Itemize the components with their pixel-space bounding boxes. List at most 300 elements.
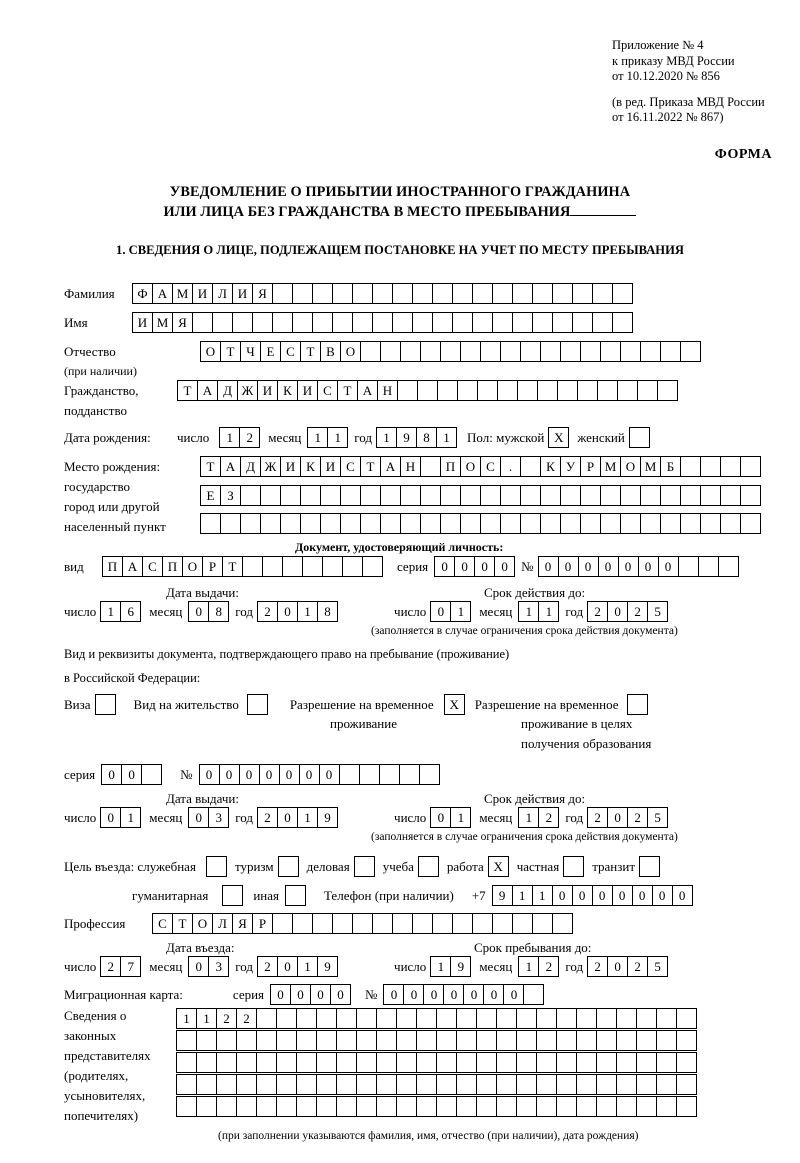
cell[interactable] xyxy=(592,283,613,304)
cell[interactable] xyxy=(680,456,701,477)
cell[interactable]: 0 xyxy=(188,601,209,622)
cell[interactable] xyxy=(196,1074,217,1095)
cell[interactable] xyxy=(600,485,621,506)
cell[interactable]: 0 xyxy=(607,956,628,977)
cell[interactable]: 0 xyxy=(632,885,653,906)
cell[interactable] xyxy=(397,380,418,401)
cell[interactable]: 0 xyxy=(598,556,619,577)
cell[interactable]: С xyxy=(152,913,173,934)
cell[interactable] xyxy=(500,341,521,362)
cell[interactable] xyxy=(637,380,658,401)
cell[interactable] xyxy=(516,1030,537,1051)
cell[interactable]: 0 xyxy=(503,984,524,1005)
cell[interactable] xyxy=(698,556,719,577)
cell[interactable] xyxy=(316,1030,337,1051)
cell[interactable] xyxy=(496,1096,517,1117)
cell[interactable]: 0 xyxy=(612,885,633,906)
permit-valid-month-input[interactable] xyxy=(518,807,559,828)
cell[interactable]: С xyxy=(480,456,501,477)
cell[interactable] xyxy=(412,913,433,934)
cell[interactable] xyxy=(512,913,533,934)
cell[interactable] xyxy=(292,913,313,934)
cell[interactable]: И xyxy=(232,283,253,304)
cell[interactable]: 1 xyxy=(297,601,318,622)
cell[interactable]: 0 xyxy=(277,956,298,977)
cell[interactable]: 0 xyxy=(270,984,291,1005)
doc-valid-month-input[interactable] xyxy=(518,601,559,622)
cell[interactable]: И xyxy=(297,380,318,401)
cell[interactable]: 2 xyxy=(627,601,648,622)
cell[interactable]: 0 xyxy=(463,984,484,1005)
cell[interactable]: 1 xyxy=(120,807,141,828)
cell[interactable] xyxy=(232,312,253,333)
cell[interactable]: Л xyxy=(212,913,233,934)
cell[interactable]: 2 xyxy=(538,956,559,977)
cell[interactable]: Т xyxy=(300,341,321,362)
cell[interactable] xyxy=(718,556,739,577)
cell[interactable]: 8 xyxy=(317,601,338,622)
cell[interactable] xyxy=(540,341,561,362)
cell[interactable]: 0 xyxy=(552,885,573,906)
cell[interactable] xyxy=(456,1008,477,1029)
cell[interactable] xyxy=(296,1030,317,1051)
cell[interactable]: 0 xyxy=(592,885,613,906)
cell[interactable] xyxy=(400,513,421,534)
cell[interactable] xyxy=(396,1008,417,1029)
cell[interactable] xyxy=(520,456,541,477)
cell[interactable] xyxy=(580,485,601,506)
cell[interactable] xyxy=(476,1074,497,1095)
permit-issue-year-input[interactable] xyxy=(257,807,338,828)
cell[interactable] xyxy=(336,1074,357,1095)
cell[interactable]: 1 xyxy=(376,427,397,448)
cell[interactable] xyxy=(372,312,393,333)
cell[interactable] xyxy=(352,913,373,934)
cell[interactable] xyxy=(536,1074,557,1095)
cell[interactable]: 0 xyxy=(199,764,220,785)
migration-number-input[interactable] xyxy=(383,984,544,1005)
cell[interactable]: 9 xyxy=(492,885,513,906)
cell[interactable] xyxy=(496,1008,517,1029)
cell[interactable] xyxy=(416,1074,437,1095)
cell[interactable] xyxy=(362,556,383,577)
cell[interactable] xyxy=(476,1030,497,1051)
cell[interactable] xyxy=(556,1052,577,1073)
cell[interactable] xyxy=(440,485,461,506)
phone-input[interactable] xyxy=(492,885,693,906)
cell[interactable] xyxy=(400,341,421,362)
cell[interactable] xyxy=(336,1008,357,1029)
cell[interactable]: 0 xyxy=(607,601,628,622)
cell[interactable] xyxy=(376,1008,397,1029)
cell[interactable] xyxy=(396,1030,417,1051)
cell[interactable]: А xyxy=(380,456,401,477)
cell[interactable] xyxy=(380,341,401,362)
cell[interactable]: 0 xyxy=(443,984,464,1005)
legal-rep-input-line-3[interactable] xyxy=(176,1052,697,1073)
cell[interactable] xyxy=(497,380,518,401)
cell[interactable] xyxy=(540,485,561,506)
cell[interactable] xyxy=(492,312,513,333)
cell[interactable] xyxy=(420,341,441,362)
cell[interactable]: З xyxy=(220,485,241,506)
cell[interactable] xyxy=(512,312,533,333)
cell[interactable]: . xyxy=(500,456,521,477)
cell[interactable] xyxy=(436,1052,457,1073)
birthplace-input-line-2[interactable] xyxy=(200,485,761,506)
cell[interactable] xyxy=(456,1052,477,1073)
cell[interactable] xyxy=(392,312,413,333)
cell[interactable] xyxy=(420,513,441,534)
cell[interactable] xyxy=(252,312,273,333)
cell[interactable] xyxy=(420,485,441,506)
cell[interactable] xyxy=(516,1074,537,1095)
permit-series-input[interactable] xyxy=(101,764,162,785)
cell[interactable] xyxy=(536,1052,557,1073)
cell[interactable] xyxy=(720,513,741,534)
cell[interactable]: И xyxy=(132,312,153,333)
cell[interactable] xyxy=(452,312,473,333)
cell[interactable]: А xyxy=(152,283,173,304)
cell[interactable]: К xyxy=(277,380,298,401)
cell[interactable] xyxy=(416,1052,437,1073)
cell[interactable] xyxy=(477,380,498,401)
migration-series-input[interactable] xyxy=(270,984,351,1005)
cell[interactable] xyxy=(336,1052,357,1073)
cell[interactable]: 0 xyxy=(277,807,298,828)
cell[interactable] xyxy=(560,485,581,506)
cell[interactable]: Л xyxy=(212,283,233,304)
stay-day-input[interactable] xyxy=(430,956,471,977)
cell[interactable]: 0 xyxy=(100,807,121,828)
cell[interactable] xyxy=(720,485,741,506)
cell[interactable] xyxy=(680,513,701,534)
cell[interactable]: Т xyxy=(360,456,381,477)
cell[interactable]: П xyxy=(102,556,123,577)
cell[interactable] xyxy=(472,913,493,934)
cell[interactable] xyxy=(356,1008,377,1029)
cell[interactable] xyxy=(476,1008,497,1029)
cell[interactable] xyxy=(496,1074,517,1095)
purpose-private-checkbox[interactable] xyxy=(563,856,584,877)
cell[interactable] xyxy=(620,513,641,534)
cell[interactable] xyxy=(376,1030,397,1051)
cell[interactable] xyxy=(141,764,162,785)
cell[interactable]: 0 xyxy=(607,807,628,828)
cell[interactable] xyxy=(316,1096,337,1117)
cell[interactable] xyxy=(600,341,621,362)
cell[interactable] xyxy=(576,1096,597,1117)
cell[interactable]: 0 xyxy=(319,764,340,785)
cell[interactable] xyxy=(656,1096,677,1117)
cell[interactable] xyxy=(340,485,361,506)
cell[interactable]: 5 xyxy=(647,807,668,828)
cell[interactable]: 0 xyxy=(578,556,599,577)
cell[interactable]: 3 xyxy=(208,807,229,828)
doc-number-input[interactable] xyxy=(538,556,739,577)
cell[interactable] xyxy=(636,1074,657,1095)
cell[interactable] xyxy=(437,380,458,401)
cell[interactable]: 2 xyxy=(587,601,608,622)
cell[interactable] xyxy=(480,513,501,534)
cell[interactable] xyxy=(380,513,401,534)
temp-residence-checkbox[interactable]: X xyxy=(444,694,465,715)
cell[interactable] xyxy=(276,1074,297,1095)
cell[interactable] xyxy=(680,485,701,506)
cell[interactable] xyxy=(596,1096,617,1117)
cell[interactable] xyxy=(656,1008,677,1029)
cell[interactable] xyxy=(520,513,541,534)
cell[interactable] xyxy=(256,1052,277,1073)
cell[interactable]: 0 xyxy=(494,556,515,577)
cell[interactable]: У xyxy=(560,456,581,477)
cell[interactable] xyxy=(396,1074,417,1095)
permit-issue-day-input[interactable] xyxy=(100,807,141,828)
cell[interactable] xyxy=(296,1052,317,1073)
cell[interactable]: 0 xyxy=(672,885,693,906)
cell[interactable] xyxy=(700,513,721,534)
cell[interactable] xyxy=(256,1030,277,1051)
stay-month-input[interactable] xyxy=(518,956,559,977)
sex-female-checkbox[interactable] xyxy=(629,427,650,448)
cell[interactable]: О xyxy=(200,341,221,362)
cell[interactable]: 0 xyxy=(239,764,260,785)
cell[interactable]: 0 xyxy=(403,984,424,1005)
cell[interactable] xyxy=(380,485,401,506)
cell[interactable] xyxy=(196,1052,217,1073)
cell[interactable] xyxy=(416,1030,437,1051)
cell[interactable] xyxy=(340,513,361,534)
cell[interactable] xyxy=(617,380,638,401)
cell[interactable] xyxy=(320,513,341,534)
cell[interactable] xyxy=(656,1052,677,1073)
cell[interactable] xyxy=(399,764,420,785)
cell[interactable] xyxy=(220,513,241,534)
cell[interactable] xyxy=(580,341,601,362)
cell[interactable]: Е xyxy=(200,485,221,506)
cell[interactable] xyxy=(576,1008,597,1029)
cell[interactable] xyxy=(260,485,281,506)
cell[interactable] xyxy=(452,283,473,304)
cell[interactable] xyxy=(552,913,573,934)
cell[interactable] xyxy=(352,283,373,304)
cell[interactable]: 2 xyxy=(236,1008,257,1029)
cell[interactable]: И xyxy=(280,456,301,477)
cell[interactable]: 1 xyxy=(100,601,121,622)
cell[interactable] xyxy=(280,485,301,506)
permit-valid-year-input[interactable] xyxy=(587,807,668,828)
cell[interactable] xyxy=(480,485,501,506)
cell[interactable] xyxy=(216,1074,237,1095)
cell[interactable] xyxy=(322,556,343,577)
cell[interactable] xyxy=(416,1008,437,1029)
cell[interactable]: С xyxy=(317,380,338,401)
legal-rep-input-line-4[interactable] xyxy=(176,1074,697,1095)
cell[interactable] xyxy=(620,341,641,362)
cell[interactable] xyxy=(460,513,481,534)
cell[interactable] xyxy=(552,283,573,304)
cell[interactable] xyxy=(312,913,333,934)
cell[interactable]: 0 xyxy=(279,764,300,785)
cell[interactable]: 1 xyxy=(196,1008,217,1029)
legal-rep-input-line-1[interactable] xyxy=(176,1008,697,1029)
cell[interactable] xyxy=(576,1030,597,1051)
cell[interactable] xyxy=(216,1052,237,1073)
cell[interactable]: 5 xyxy=(647,601,668,622)
birth-month-input[interactable] xyxy=(307,427,348,448)
doc-issue-month-input[interactable] xyxy=(188,601,229,622)
cell[interactable] xyxy=(352,312,373,333)
cell[interactable] xyxy=(260,513,281,534)
cell[interactable] xyxy=(616,1052,637,1073)
cell[interactable]: О xyxy=(620,456,641,477)
cell[interactable] xyxy=(680,341,701,362)
cell[interactable] xyxy=(302,556,323,577)
cell[interactable]: И xyxy=(192,283,213,304)
cell[interactable]: Ж xyxy=(260,456,281,477)
cell[interactable] xyxy=(196,1096,217,1117)
cell[interactable]: Д xyxy=(240,456,261,477)
cell[interactable] xyxy=(412,283,433,304)
cell[interactable] xyxy=(517,380,538,401)
cell[interactable]: 9 xyxy=(317,956,338,977)
purpose-service-checkbox[interactable] xyxy=(206,856,227,877)
cell[interactable] xyxy=(272,283,293,304)
residence-permit-checkbox[interactable] xyxy=(247,694,268,715)
cell[interactable] xyxy=(372,283,393,304)
cell[interactable] xyxy=(436,1074,457,1095)
cell[interactable] xyxy=(480,341,501,362)
cell[interactable]: П xyxy=(440,456,461,477)
cell[interactable] xyxy=(419,764,440,785)
cell[interactable]: 0 xyxy=(101,764,122,785)
cell[interactable] xyxy=(432,913,453,934)
cell[interactable] xyxy=(240,513,261,534)
cell[interactable] xyxy=(676,1008,697,1029)
cell[interactable] xyxy=(256,1008,277,1029)
cell[interactable] xyxy=(176,1030,197,1051)
cell[interactable] xyxy=(520,341,541,362)
cell[interactable]: О xyxy=(182,556,203,577)
cell[interactable]: 2 xyxy=(538,807,559,828)
cell[interactable] xyxy=(676,1052,697,1073)
cell[interactable] xyxy=(656,1030,677,1051)
cell[interactable]: 1 xyxy=(297,807,318,828)
cell[interactable]: 2 xyxy=(257,807,278,828)
cell[interactable]: 5 xyxy=(647,956,668,977)
cell[interactable] xyxy=(660,513,681,534)
cell[interactable] xyxy=(612,283,633,304)
cell[interactable]: 2 xyxy=(587,956,608,977)
cell[interactable] xyxy=(580,513,601,534)
name-input[interactable] xyxy=(132,312,633,333)
cell[interactable] xyxy=(396,1096,417,1117)
cell[interactable] xyxy=(400,485,421,506)
cell[interactable] xyxy=(236,1096,257,1117)
cell[interactable] xyxy=(476,1096,497,1117)
cell[interactable]: В xyxy=(320,341,341,362)
cell[interactable]: Р xyxy=(580,456,601,477)
sex-male-checkbox[interactable]: X xyxy=(548,427,569,448)
cell[interactable] xyxy=(336,1096,357,1117)
cell[interactable]: 0 xyxy=(259,764,280,785)
cell[interactable]: О xyxy=(192,913,213,934)
cell[interactable] xyxy=(292,312,313,333)
entry-day-input[interactable] xyxy=(100,956,141,977)
cell[interactable]: 0 xyxy=(558,556,579,577)
cell[interactable] xyxy=(456,1096,477,1117)
cell[interactable] xyxy=(457,380,478,401)
cell[interactable]: 9 xyxy=(317,807,338,828)
cell[interactable]: Ж xyxy=(237,380,258,401)
cell[interactable] xyxy=(316,1052,337,1073)
cell[interactable]: М xyxy=(640,456,661,477)
cell[interactable]: Б xyxy=(660,456,681,477)
cell[interactable] xyxy=(176,1096,197,1117)
cell[interactable] xyxy=(492,913,513,934)
purpose-tourism-checkbox[interactable] xyxy=(278,856,299,877)
cell[interactable]: М xyxy=(152,312,173,333)
cell[interactable] xyxy=(640,341,661,362)
cell[interactable] xyxy=(336,1030,357,1051)
cell[interactable] xyxy=(262,556,283,577)
entry-year-input[interactable] xyxy=(257,956,338,977)
cell[interactable] xyxy=(240,485,261,506)
cell[interactable] xyxy=(700,456,721,477)
visa-checkbox[interactable] xyxy=(95,694,116,715)
cell[interactable]: 2 xyxy=(216,1008,237,1029)
cell[interactable] xyxy=(556,1096,577,1117)
cell[interactable] xyxy=(320,485,341,506)
cell[interactable]: 6 xyxy=(120,601,141,622)
cell[interactable] xyxy=(300,513,321,534)
cell[interactable]: 0 xyxy=(430,601,451,622)
cell[interactable]: 1 xyxy=(518,601,539,622)
cell[interactable]: 1 xyxy=(436,427,457,448)
cell[interactable] xyxy=(657,380,678,401)
cell[interactable]: Н xyxy=(400,456,421,477)
cell[interactable]: А xyxy=(220,456,241,477)
cell[interactable]: М xyxy=(172,283,193,304)
cell[interactable] xyxy=(616,1074,637,1095)
purpose-other-checkbox[interactable] xyxy=(285,885,306,906)
permit-number-input[interactable] xyxy=(199,764,440,785)
cell[interactable]: 1 xyxy=(327,427,348,448)
cell[interactable] xyxy=(616,1030,637,1051)
cell[interactable] xyxy=(636,1096,657,1117)
cell[interactable]: 2 xyxy=(100,956,121,977)
purpose-business-checkbox[interactable] xyxy=(354,856,375,877)
cell[interactable]: 0 xyxy=(219,764,240,785)
cell[interactable]: Е xyxy=(260,341,281,362)
cell[interactable] xyxy=(392,913,413,934)
stay-year-input[interactable] xyxy=(587,956,668,977)
cell[interactable]: 3 xyxy=(208,956,229,977)
cell[interactable] xyxy=(440,341,461,362)
doc-type-input[interactable] xyxy=(102,556,383,577)
cell[interactable] xyxy=(236,1052,257,1073)
cell[interactable] xyxy=(472,312,493,333)
cell[interactable] xyxy=(560,513,581,534)
cell[interactable]: 1 xyxy=(450,807,471,828)
cell[interactable]: 1 xyxy=(219,427,240,448)
cell[interactable] xyxy=(212,312,233,333)
cell[interactable] xyxy=(740,513,761,534)
cell[interactable] xyxy=(359,764,380,785)
cell[interactable] xyxy=(612,312,633,333)
cell[interactable]: А xyxy=(357,380,378,401)
edu-residence-checkbox[interactable] xyxy=(627,694,648,715)
